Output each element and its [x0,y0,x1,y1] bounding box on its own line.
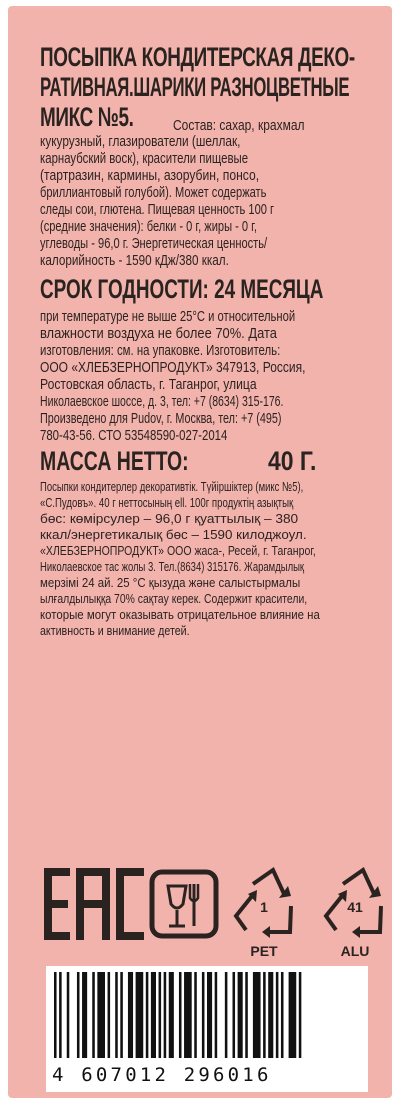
barcode-bar [225,972,228,1058]
barcode-bar [136,972,144,1058]
kazakh-line-10: активность и внимание детей. [40,623,190,638]
net-weight-value: 40 Г. [268,446,317,476]
barcode-bar [120,972,123,1058]
kazakh-line-3: бөс: көмірсулер – 96,0 г қуаттылық – 380 [40,511,299,526]
kazakh-line-5: «ХЛЕБЗЕРНОПРОДУКТ» ООО жаса-, Ресей, г. Таганрог, [40,543,316,558]
barcode-bar [207,972,212,1058]
barcode-bar [268,972,273,1058]
shelf-life-line-8: 780-43-56. СТО 53548590-027-2014 [40,427,228,444]
barcode-bar [67,972,70,1058]
recycle-alu-label: ALU [340,943,370,958]
composition-line-1: Состав: сахар, крахмал [173,117,305,134]
shelf-life-line-6: Николаевское шоссе, д. 3, тел: +7 (8634) 315-176. [40,393,284,410]
barcode-bar [215,972,218,1058]
packaging-symbols [40,858,392,958]
barcode-bar [194,972,197,1058]
barcode-bar [82,972,87,1058]
barcode-bar [179,972,182,1058]
recycle-alu-number: 41 [347,899,363,915]
shelf-life-line-3: изготовления: см. на упаковке. Изготовитель: [40,342,281,359]
barcode-bar [253,972,261,1058]
kazakh-line-1: Посыпки кондитерлер декоративтік. Түйіршіктер (микс №5), [40,479,304,494]
barcode-bar [263,972,266,1058]
composition-line-3: карнаубский воск), красители пищевые [40,150,249,167]
recycle-pet-icon [236,870,291,958]
shelf-life-line-7: Произведено для Pudov, г. Москва, тел: +7 (495) [40,410,282,427]
barcode-bar [97,972,105,1058]
barcode-bar [151,972,156,1058]
product-label [8,6,392,1098]
barcode-bar [276,972,279,1058]
barcode-bar [164,972,167,1058]
composition-line-9: калорийность - 1590 кДж/380 ккал. [40,252,229,269]
barcode-bar [169,972,174,1058]
kazakh-line-8: ылғалдылыққа 70% сақтау керек. Содержит красители, [40,591,308,606]
composition-line-7: (средние значения): белки - 0 г, жиры - 0 г, [40,218,257,235]
barcode-bar [159,972,162,1058]
kazakh-line-7: мерзімі 24 ай. 25 °С қызуда және салыстырмалы [40,575,301,590]
barcode-bar [281,972,284,1058]
barcode-bar [115,972,118,1058]
recycle-pet-number: 1 [260,899,268,915]
composition-line-6: следы сои, глютена. Пищевая ценность 100 г [40,201,275,218]
barcode-bar [92,972,95,1058]
barcode-bar [238,972,243,1058]
kazakh-line-4: ккал/энергетикалық бөс – 1590 килоджоул. [40,527,307,542]
barcode-digits: 4 607012 296016 [52,1064,272,1086]
barcode-bar [299,972,302,1058]
barcode-bar [128,972,133,1058]
food-contact-icon [152,872,216,936]
barcode-bar [245,972,248,1058]
barcode-bar [184,972,192,1058]
barcode-bar [54,972,57,1058]
shelf-life-line-5: Ростовская область, г. Таганрог, улица [40,376,257,393]
shelf-life-line-4: ООО «ХЛЕБЗЕРНОПРОДУКТ» 347913, Россия, [40,359,306,376]
recycle-alu-icon [326,870,381,958]
product-title-line-1: ПОСЫПКА КОНДИТЕРСКАЯ ДЕКО- [40,42,355,72]
barcode-bar [146,972,149,1058]
shelf-life-heading: СРОК ГОДНОСТИ: 24 МЕСЯЦА [40,274,324,304]
kazakh-line-2: «С.Пудовъ». 40 г неттосының ell. 100г продуктің азықтық [40,495,294,510]
eac-mark-icon [44,868,144,940]
composition-line-5: бриллиантовый голубой). Может содержать [40,184,267,201]
barcode-bar [289,972,297,1058]
recycle-pet-label: PET [250,943,278,958]
barcode-bar [233,972,236,1058]
barcode-bars [46,966,368,1066]
barcode-bar [59,972,62,1058]
kazakh-line-9: которые могут оказывать отрицательное влияние на [40,607,320,622]
barcode-bar [108,972,111,1058]
net-weight-label: МАССА НЕТТО: [40,446,189,476]
barcode-bar [202,972,205,1058]
kazakh-line-6: Николаевское тас жолы 3. Тел.(8634) 315176. Жарамдылық [40,559,305,574]
shelf-life-line-1: при температуре не выше 25°С и относительной [40,308,296,325]
product-title-line-2: РАТИВНАЯ.ШАРИКИ РАЗНОЦВЕТНЫЕ [40,72,350,102]
composition-line-4: (тартразин, кармины, азорубин, понсо, [40,167,260,184]
barcode-bar [77,972,80,1058]
composition-line-8: углеводы - 96,0 г. Энергетическая ценность/ [40,235,268,252]
product-title-line-3: МИКС №5. [40,102,134,132]
shelf-life-line-2: влажности воздуха не более 70%. Дата [40,325,277,342]
composition-line-2: кукурузный, глазирователи (шеллак, [40,133,241,150]
